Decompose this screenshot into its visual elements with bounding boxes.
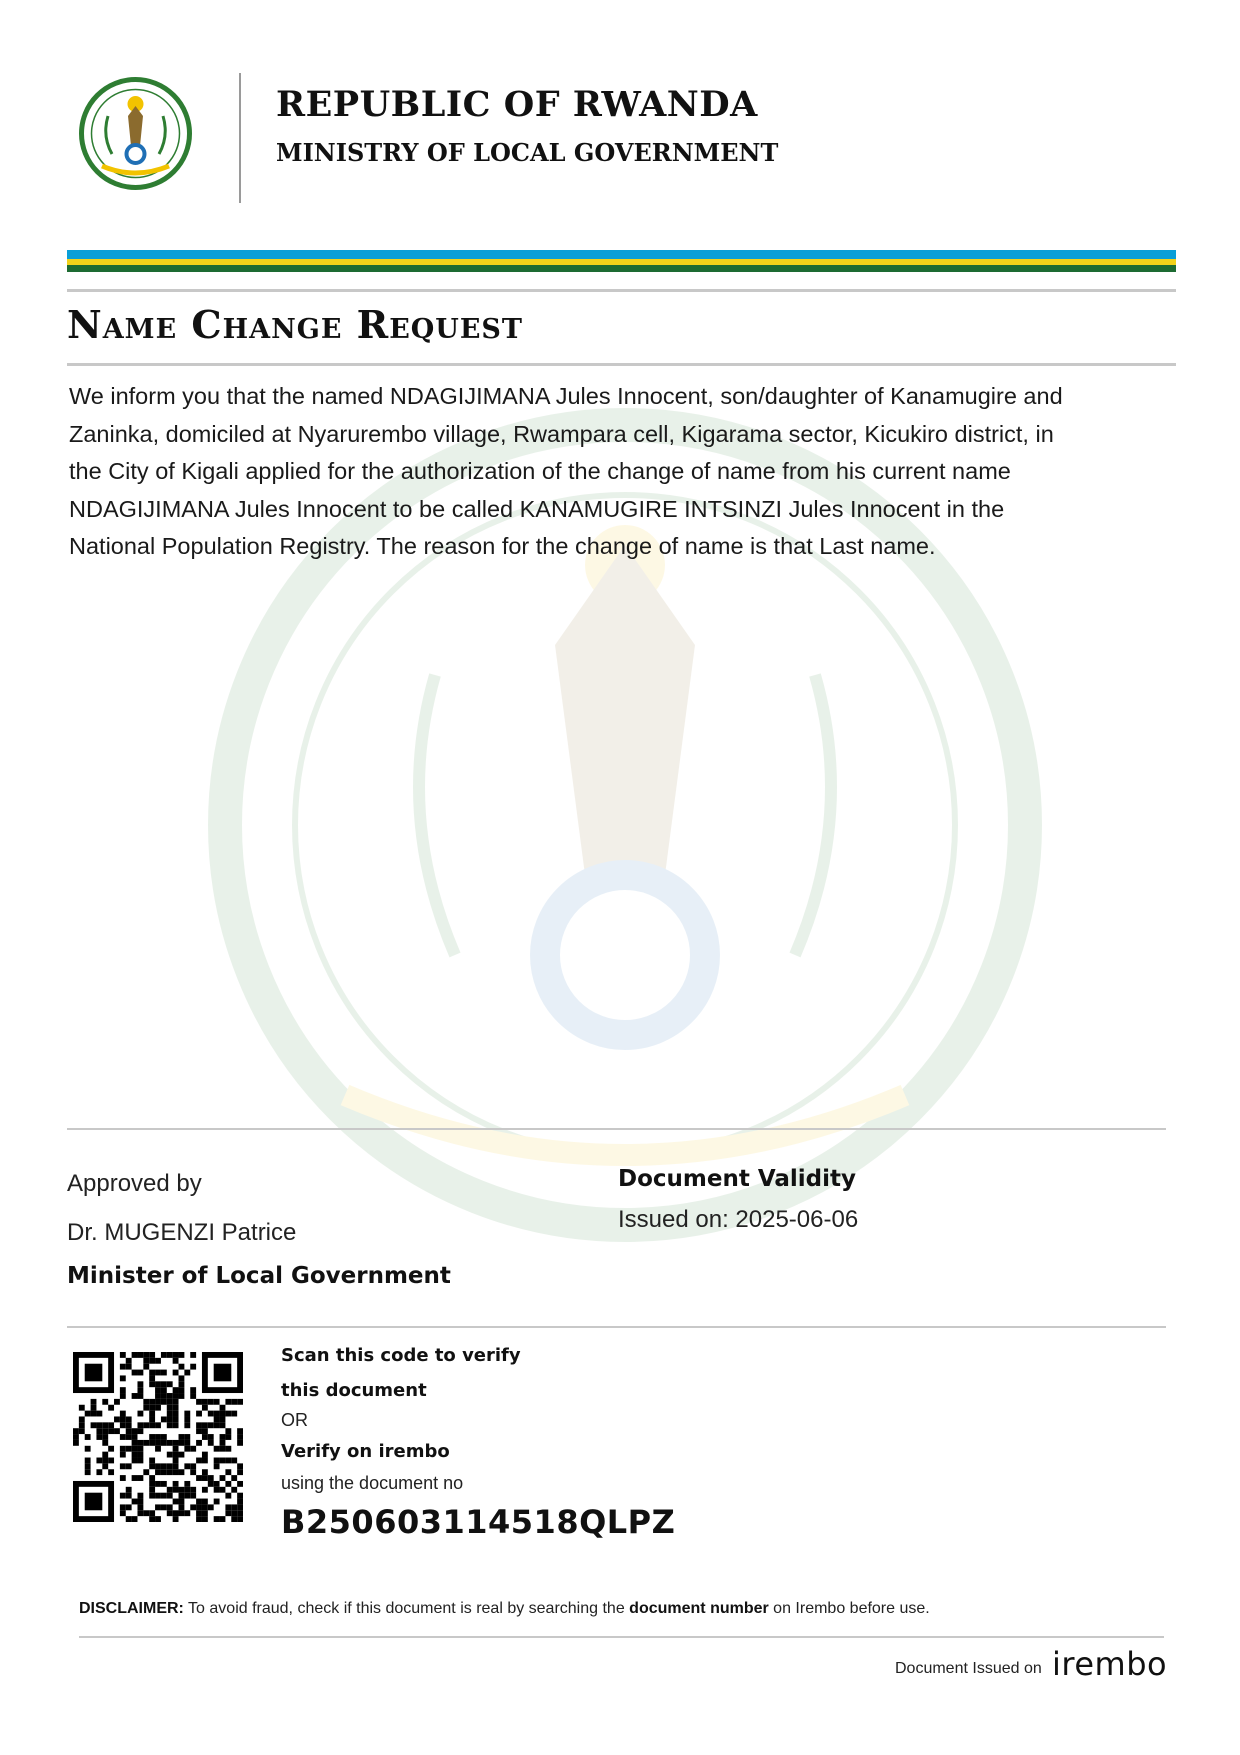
irembo-logo[interactable]: irembo [1052, 1645, 1168, 1683]
validity-label: Document Validity [618, 1166, 857, 1192]
body-line: NDAGIJIMANA Jules Innocent to be called KANAMUGIRE INTSINZI Jules Innocent in the [69, 495, 1005, 522]
document-number-label: using the document no [281, 1473, 464, 1493]
qr-code-icon[interactable] [73, 1352, 243, 1522]
disclaimer [79, 1600, 930, 1618]
document-body [69, 378, 1179, 566]
disclaimer-text: To avoid fraud, check if this document is real by searching the [183, 1600, 630, 1617]
title-bottom-rule [67, 363, 1176, 366]
ministry-title: MINISTRY OF LOCAL GOVERNMENT [276, 138, 779, 167]
scan-instruction-cont: this document [281, 1380, 427, 1401]
document-title: Name Change Request [67, 302, 524, 347]
header-divider [239, 73, 241, 203]
issued-on-date: Issued on: 2025-06-06 [618, 1206, 859, 1233]
country-title: REPUBLIC OF RWANDA [276, 84, 758, 125]
approver-title: Minister of Local Government [67, 1263, 451, 1289]
approved-by-label: Approved by [67, 1170, 202, 1197]
body-line: the City of Kigali applied for the authorization of the change of name from his current name [69, 458, 1011, 484]
coat-of-arms-icon [78, 76, 193, 191]
footer-rule [79, 1636, 1164, 1638]
disclaimer-text-end: on Irembo before use. [768, 1600, 930, 1617]
approval-bottom-rule [67, 1326, 1166, 1328]
body-line: National Population Registry. The reason for the change of name is that Last name. [69, 533, 936, 559]
body-line: We inform you that the named NDAGIJIMANA Jules Innocent, son/daughter of Kanamugire and [69, 383, 1063, 409]
approval-top-rule [67, 1128, 1166, 1130]
scan-instruction: Scan this code to verify [281, 1345, 521, 1366]
issued-by-label: Document Issued on [895, 1660, 1042, 1677]
approver-name: Dr. MUGENZI Patrice [67, 1219, 297, 1246]
body-line: Zaninka, domiciled at Nyarurembo village, Rwampara cell, Kigarama sector, Kicukiro district, in [69, 420, 1054, 447]
disclaimer-emphasis: document number [629, 1600, 769, 1617]
disclaimer-label: DISCLAIMER: [79, 1600, 184, 1617]
verify-instruction: Verify on irembo [281, 1441, 450, 1462]
title-top-rule [67, 289, 1176, 292]
or-separator: OR [281, 1410, 308, 1430]
document-number: B250603114518QLPZ [281, 1503, 676, 1541]
flag-stripe-band [67, 250, 1176, 272]
